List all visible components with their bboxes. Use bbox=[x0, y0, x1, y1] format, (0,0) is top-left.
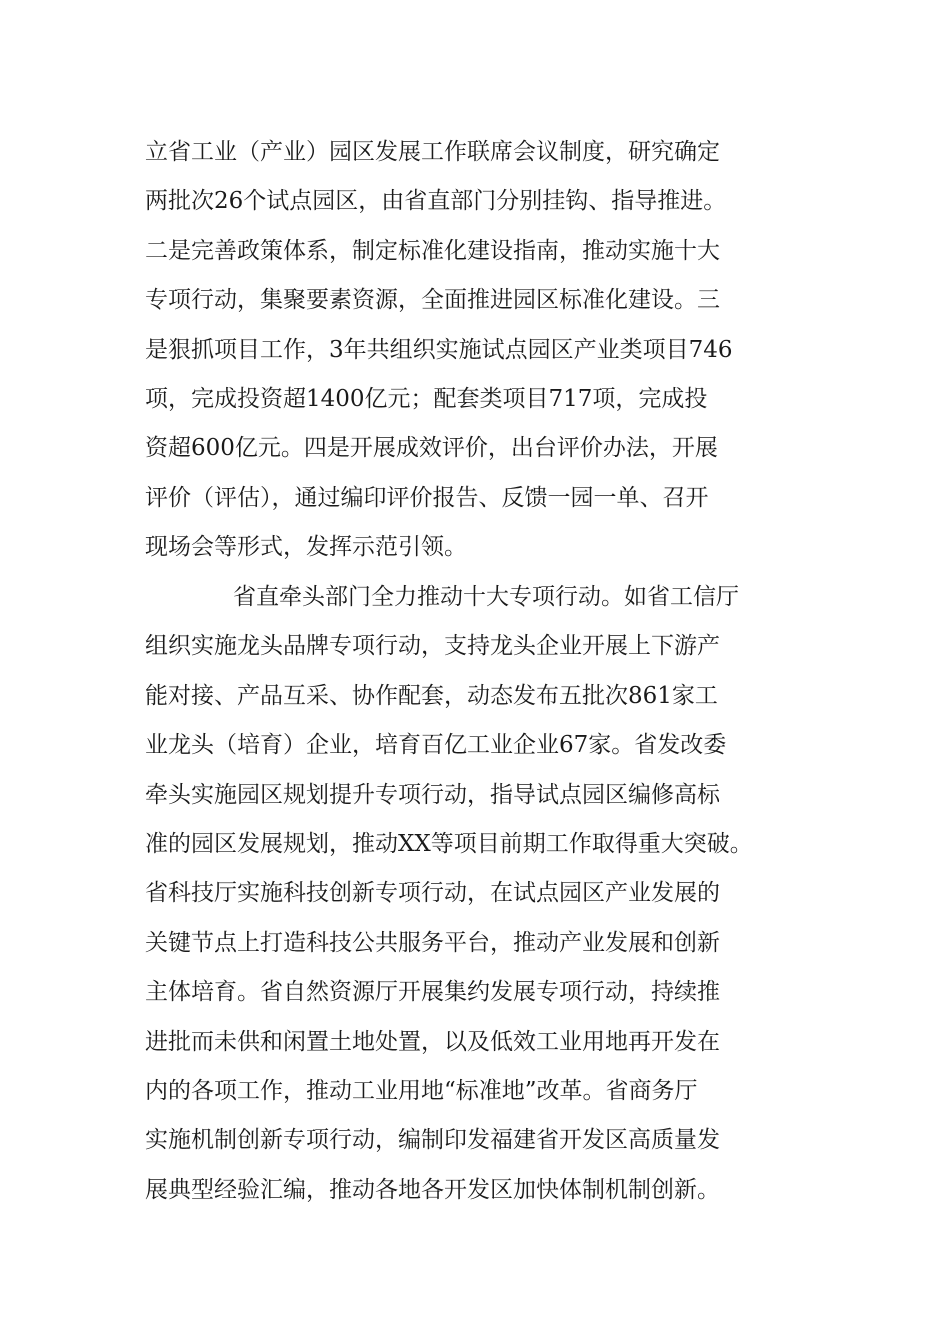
paragraph-line: 两批次26个试点园区，由省直部门分别挂钩、指导推进。 bbox=[145, 188, 727, 215]
paragraph-line: 主体培育。省自然资源厅开展集约发展专项行动，持续推 bbox=[145, 979, 720, 1006]
paragraph-line: 实施机制创新专项行动，编制印发福建省开发区高质量发 bbox=[145, 1127, 720, 1154]
paragraph-line: 进批而未供和闲置土地处置，以及低效工业用地再开发在 bbox=[145, 1028, 720, 1055]
paragraph-line: 关键节点上打造科技公共服务平台，推动产业发展和创新 bbox=[145, 929, 720, 956]
paragraph-line: 业龙头（培育）企业，培育百亿工业企业67家。省发改委 bbox=[145, 732, 727, 759]
paragraph-line: 准的园区发展规划，推动XX等项目前期工作取得重大突破。 bbox=[145, 830, 753, 857]
paragraph-line: 立省工业（产业）园区发展工作联席会议制度，研究确定 bbox=[145, 139, 720, 165]
paragraph-line: 内的各项工作，推动工业用地“标准地”改革。省商务厅 bbox=[145, 1077, 698, 1104]
paragraph-line: 省科技厅实施科技创新专项行动，在试点园区产业发展的 bbox=[145, 880, 720, 907]
paragraph-2 bbox=[145, 573, 825, 1215]
paragraph-line: 是狠抓项目工作，3年共组织实施试点园区产业类项目746 bbox=[145, 336, 733, 363]
paragraph-line: 省直牵头部门全力推动十大专项行动。如省工信厅 bbox=[233, 584, 739, 610]
paragraph-1 bbox=[145, 128, 825, 573]
paragraph-line: 评价（评估），通过编印评价报告、反馈一园一单、召开 bbox=[145, 484, 709, 511]
paragraph-line: 展典型经验汇编，推动各地各开发区加快体制机制创新。 bbox=[145, 1176, 720, 1203]
paragraph-line: 专项行动，集聚要素资源，全面推进园区标准化建设。三 bbox=[145, 287, 720, 314]
paragraph-line: 能对接、产品互采、协作配套，动态发布五批次861家工 bbox=[145, 682, 718, 709]
paragraph-line: 项，完成投资超1400亿元；配套类项目717项，完成投 bbox=[145, 385, 708, 412]
paragraph-line: 二是完善政策体系，制定标准化建设指南，推动实施十大 bbox=[145, 237, 720, 264]
paragraph-line: 现场会等形式，发挥示范引领。 bbox=[145, 534, 467, 561]
paragraph-line: 牵头实施园区规划提升专项行动，指导试点园区编修高标 bbox=[145, 781, 720, 808]
paragraph-line: 资超600亿元。四是开展成效评价，出台评价办法，开展 bbox=[145, 435, 718, 462]
paragraph-line: 组织实施龙头品牌专项行动，支持龙头企业开展上下游产 bbox=[145, 633, 720, 660]
